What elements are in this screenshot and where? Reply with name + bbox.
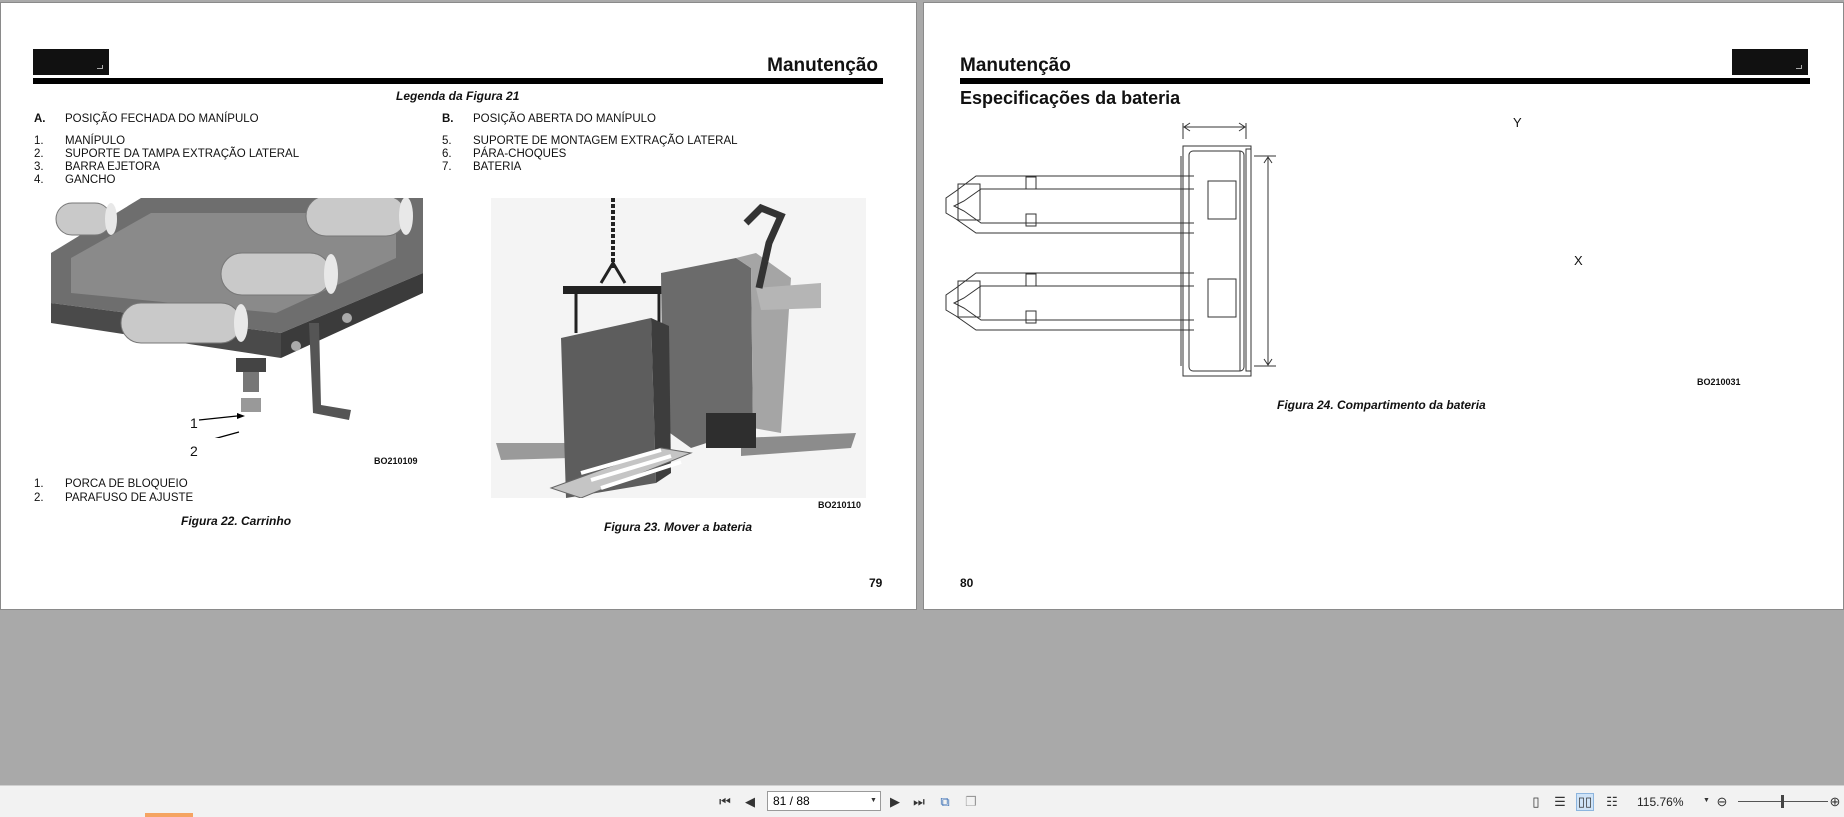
legend-item-num: 1. [34,135,44,147]
zoom-in-icon[interactable]: ⊕ [1829,794,1841,809]
document-page-right [923,2,1844,610]
callout-2: 2 [190,443,198,459]
legend-item-text: SUPORTE DA TAMPA EXTRAÇÃO LATERAL [65,148,300,160]
fork-drawing [944,111,1194,391]
legend-item-num: 2. [34,148,44,160]
callout-1: 1 [190,415,198,431]
facing-view-icon[interactable]: ▯▯ [1577,794,1593,809]
header-rule [960,78,1810,84]
copy-page-icon[interactable]: ❐ [965,794,977,809]
figure-caption: Figura 22. Carrinho [181,514,292,528]
legend-item-num: 6. [442,148,452,160]
fig22-item-text: PARAFUSO DE AJUSTE [65,492,194,504]
cart-illustration [51,198,423,438]
fig22-item-text: PORCA DE BLOQUEIO [65,478,188,490]
zoom-slider-thumb[interactable] [1781,795,1784,808]
legend-item-num: 4. [34,174,44,186]
fig22-item-num: 1. [34,478,44,490]
page-number-input[interactable] [767,791,881,811]
battery-compartment-diagram [1176,111,1596,391]
brand-logo [1732,49,1808,75]
status-bar [0,785,1844,817]
fig22-item-num: 2. [34,492,44,504]
legend-a-text: POSIÇÃO FECHADA DO MANÍPULO [65,113,259,125]
first-page-icon[interactable]: ⏮ [719,794,731,809]
taskbar-highlight [145,813,193,817]
zoom-out-icon[interactable]: ⊖ [1716,794,1728,809]
legend-a-letter: A. [34,113,46,125]
document-page-left [0,2,917,610]
dimension-y-label: Y [1513,115,1522,130]
brand-logo [33,49,109,75]
header-rule [33,78,883,84]
legend-item-num: 5. [442,135,452,147]
continuous-view-icon[interactable]: ☰ [1554,794,1566,809]
prev-page-icon[interactable]: ◀ [745,794,755,809]
legend-item-text: BATERIA [473,161,522,173]
legend-b-letter: B. [442,113,454,125]
legend-b-text: POSIÇÃO ABERTA DO MANÍPULO [473,113,656,125]
legend-item-text: PÁRA-CHOQUES [473,148,567,160]
last-page-icon[interactable]: ⏭ [913,794,925,809]
pallet-truck-illustration [491,198,866,498]
figure-code: BO210031 [1697,377,1741,387]
page-number: 80 [960,576,974,590]
next-page-icon[interactable]: ▶ [890,794,900,809]
legend-item-text: GANCHO [65,174,116,186]
legend-item-text: BARRA EJETORA [65,161,161,173]
export-page-icon[interactable]: ⧉ [940,794,950,809]
zoom-level[interactable]: 115.76% [1637,795,1684,809]
zoom-dropdown-icon[interactable]: ▼ [1703,797,1710,804]
legend-title: Legenda da Figura 21 [396,89,520,103]
page-number: 79 [869,576,883,590]
dimension-x-label: X [1574,253,1583,268]
single-page-view-icon[interactable]: ▯ [1532,794,1540,809]
legend-item-text: SUPORTE DE MONTAGEM EXTRAÇÃO LATERAL [473,135,738,147]
figure-caption: Figura 23. Mover a bateria [604,520,753,534]
figure-code: BO210109 [374,456,418,466]
continuous-facing-view-icon[interactable]: ☷ [1606,794,1618,809]
legend-item-text: MANÍPULO [65,135,126,147]
section-title: Especificações da bateria [960,88,1181,108]
legend-item-num: 7. [442,161,452,173]
chevron-down-icon[interactable]: ▼ [870,797,877,804]
legend-item-num: 3. [34,161,44,173]
page-header-title: Manutenção [767,55,878,76]
figure-code: BO210110 [818,500,862,510]
page-header-title: Manutenção [960,55,1071,76]
figure-caption: Figura 24. Compartimento da bateria [1277,398,1486,412]
